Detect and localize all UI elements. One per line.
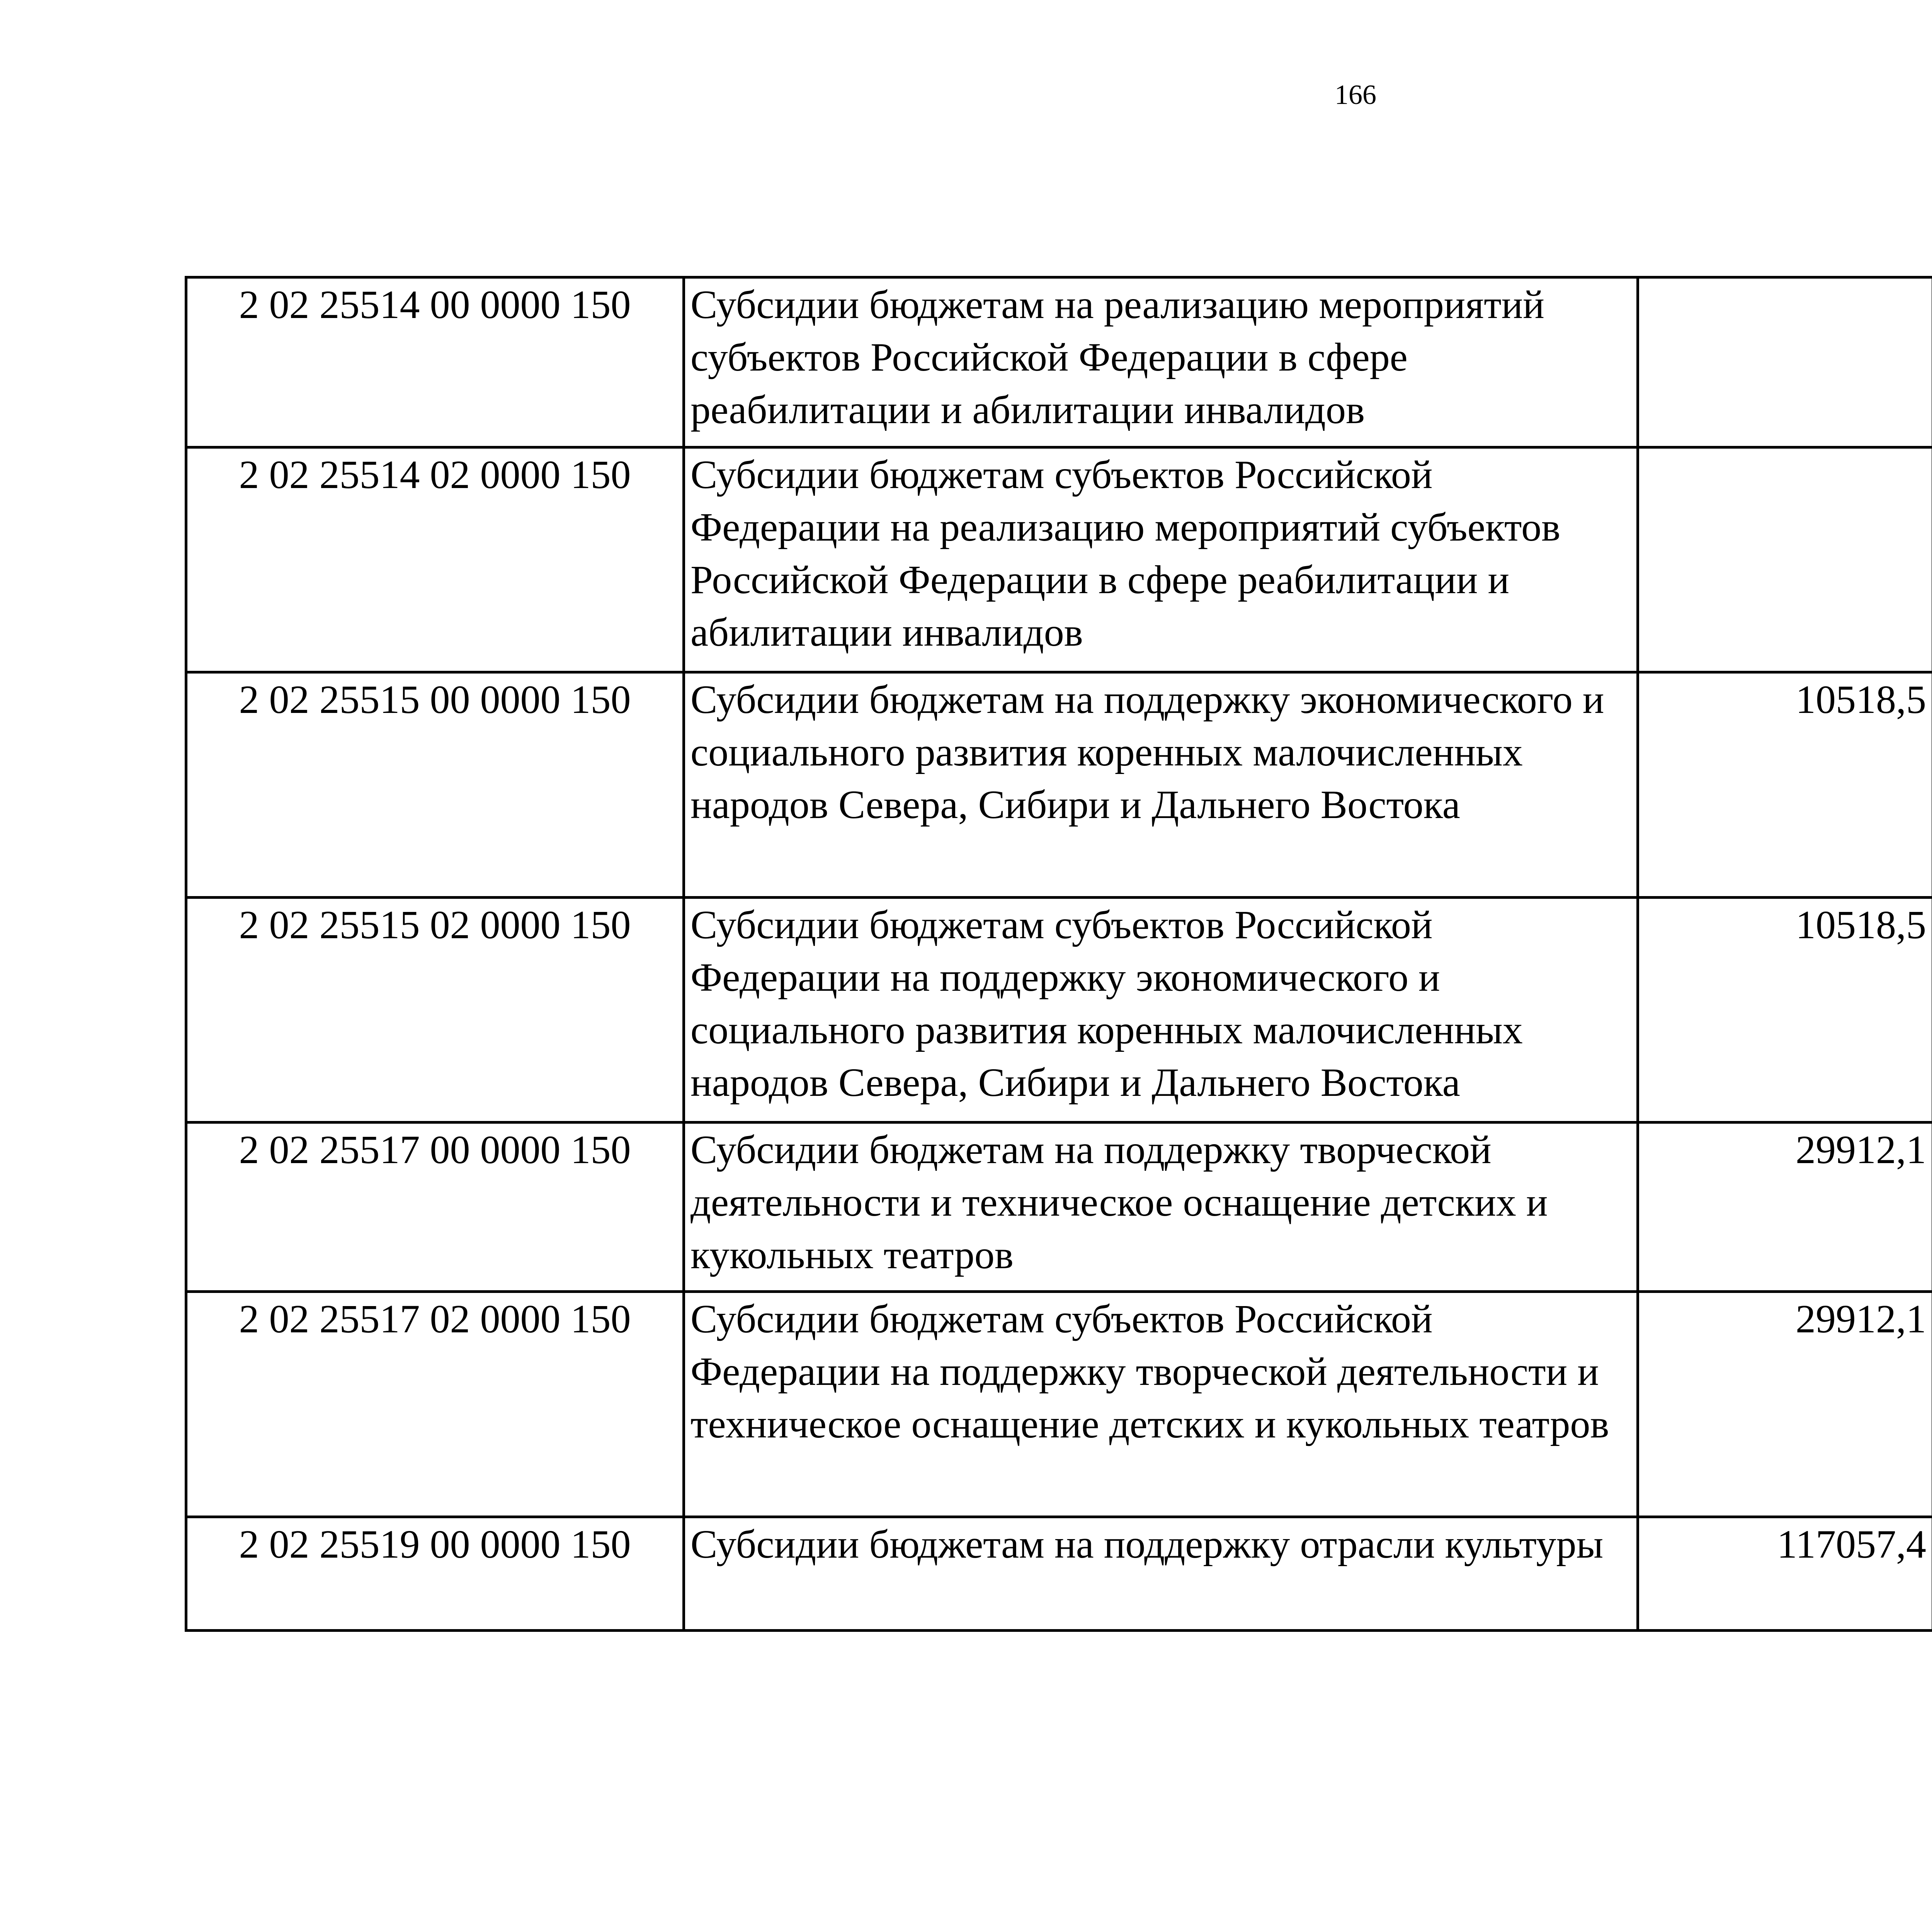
row-code: 2 02 25517 00 0000 150: [186, 1123, 684, 1292]
table-row: [186, 672, 1932, 898]
table-row: [186, 898, 1932, 1123]
row-code: 2 02 25515 00 0000 150: [186, 672, 684, 898]
page-number: 166: [1335, 79, 1376, 110]
row-value-1: 29912,1: [1638, 1123, 1932, 1292]
row-name: Субсидии бюджетам субъектов Российской Федерации на реализацию мероприятий субъектов Российской Федерации в сфере реабилитации и абилитации инвалидов: [684, 447, 1638, 672]
row-value-1: [1638, 277, 1932, 447]
budget-table: [185, 276, 1932, 1632]
row-code: 2 02 25514 00 0000 150: [186, 277, 684, 447]
row-value-1: 10518,5: [1638, 898, 1932, 1123]
row-value-1: 117057,4: [1638, 1517, 1932, 1631]
row-name: Субсидии бюджетам на поддержку отрасли культуры: [684, 1517, 1638, 1631]
row-code: 2 02 25519 00 0000 150: [186, 1517, 684, 1631]
row-value-1: 10518,5: [1638, 672, 1932, 898]
table-row: [186, 277, 1932, 447]
row-value-1: [1638, 447, 1932, 672]
table-row: [186, 447, 1932, 672]
row-code: 2 02 25514 02 0000 150: [186, 447, 684, 672]
row-code: 2 02 25517 02 0000 150: [186, 1292, 684, 1517]
row-name: Субсидии бюджетам субъектов Российской Федерации на поддержку экономического и социального развития коренных малочисленных народов Севера, Сибири и Дальнего Востока: [684, 898, 1638, 1123]
table-row: [186, 1123, 1932, 1292]
table-row: [186, 1517, 1932, 1631]
row-name: Субсидии бюджетам на поддержку экономического и социального развития коренных малочисленных народов Севера, Сибири и Дальнего Востока: [684, 672, 1638, 898]
row-name: Субсидии бюджетам субъектов Российской Федерации на поддержку творческой деятельности и техническое оснащение детских и кукольных театров: [684, 1292, 1638, 1517]
row-name: Субсидии бюджетам на реализацию мероприятий субъектов Российской Федерации в сфере реабилитации и абилитации инвалидов: [684, 277, 1638, 447]
row-value-1: 29912,1: [1638, 1292, 1932, 1517]
table-row: [186, 1292, 1932, 1517]
row-code: 2 02 25515 02 0000 150: [186, 898, 684, 1123]
row-name: Субсидии бюджетам на поддержку творческой деятельности и техническое оснащение детских и кукольных театров: [684, 1123, 1638, 1292]
